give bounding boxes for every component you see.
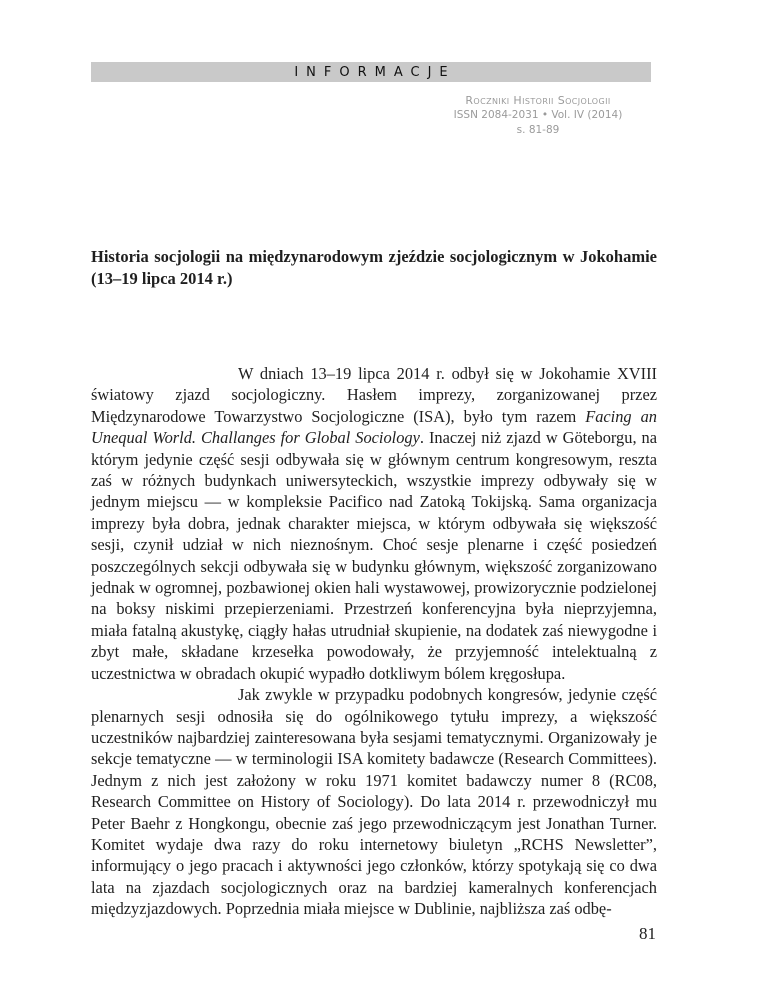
paragraph-1 (91, 363, 657, 684)
paragraph-1-part-2: . Inaczej niż zjazd w Göteborgu, na którym jedynie część sesji odbywała się w głównym centrum kongresowym, reszta zaś w różnych budynkach uniwersyteckich, wszystkie imprezy odbywały się w jednym miejscu — w kompleksie Pacifico nad Zatoką Tokijską. Sama organizacja imprezy była dobra, jednak charakter miejsca, w którym odbywała się większość sesji, czynił udział w nich nieznośnym. Choć sesje plenarne i część posiedzeń poszczególnych sekcji odbywała się w budynku głównym, większość zorganizowano jednak w ogromnej, pozbawionej okien hali wystawowej, prowizorycznie podzielonej na boksy niskimi przepierzeniami. Przestrzeń konferencyjna była nieprzyjemna, miała fatalną akustykę, ciągły hałas utrudniał skupienie, na dodatek zaś niewygodne i zbyt małe, składane krzesełka powodowały, że przyjemność intelektualną z uczestnictwa w obradach okupić wypadło dotkliwym bólem kręgosłupa. (91, 428, 657, 683)
article-title: Historia socjologii na międzynarodowym zjeździe socjologicznym w Jokohamie (13–19 lipca 2014 r.) (91, 247, 657, 288)
page-range: s. 81-89 (516, 124, 560, 136)
paragraph-2: Jak zwykle w przypadku podobnych kongresów, jedynie część plenarnych sesji odnosiła się do ogólnikowego tytułu imprezy, a większość uczestników najbardziej zainteresowana była sesjami tematycznymi. Organizowały je sekcje tematyczne — w terminologii ISA komitety badawcze (Research Committees). Jednym z nich jest założony w roku 1971 komitet badawczy numer 8 (RC08, Research Committee on History of Sociology). Do lata 2014 r. przewodniczył mu Peter Baehr z Hongkongu, obecnie zaś jego przewodniczącym jest Jonathan Turner. Komitet wydaje dwa razy do roku internetowy biuletyn „RCHS Newsletter”, informujący o jego pracach i aktywności jego członków, którzy spotykają się co dwa lata na zjazdach socjologicznych oraz na bardziej kameralnych konferencjach międzyzjazdowych. Poprzednia miała miejsce w Dublinie, najbliższa zaś odbę- (91, 685, 657, 919)
journal-name: Roczniki Historii Socjologii (465, 94, 611, 107)
paragraph-1-part-1: W dniach 13–19 lipca 2014 r. odbył się w Jokohamie XVIII światowy zjazd socjologiczny. Hasłem imprezy, zorganizowanej przez Międzynarodowe Towarzystwo Socjologiczne (ISA), było tym razem (91, 364, 657, 426)
section-label: INFORMACJE (294, 64, 456, 80)
page-number: 81 (639, 924, 656, 943)
article-body (91, 363, 657, 920)
issn-volume: ISSN 2084-2031 • Vol. IV (2014) (453, 109, 623, 121)
journal-info (420, 93, 656, 138)
section-header-band (91, 62, 651, 82)
italic-event-title: Facing an Unequal World. Challanges for Global Sociology (91, 406, 657, 448)
